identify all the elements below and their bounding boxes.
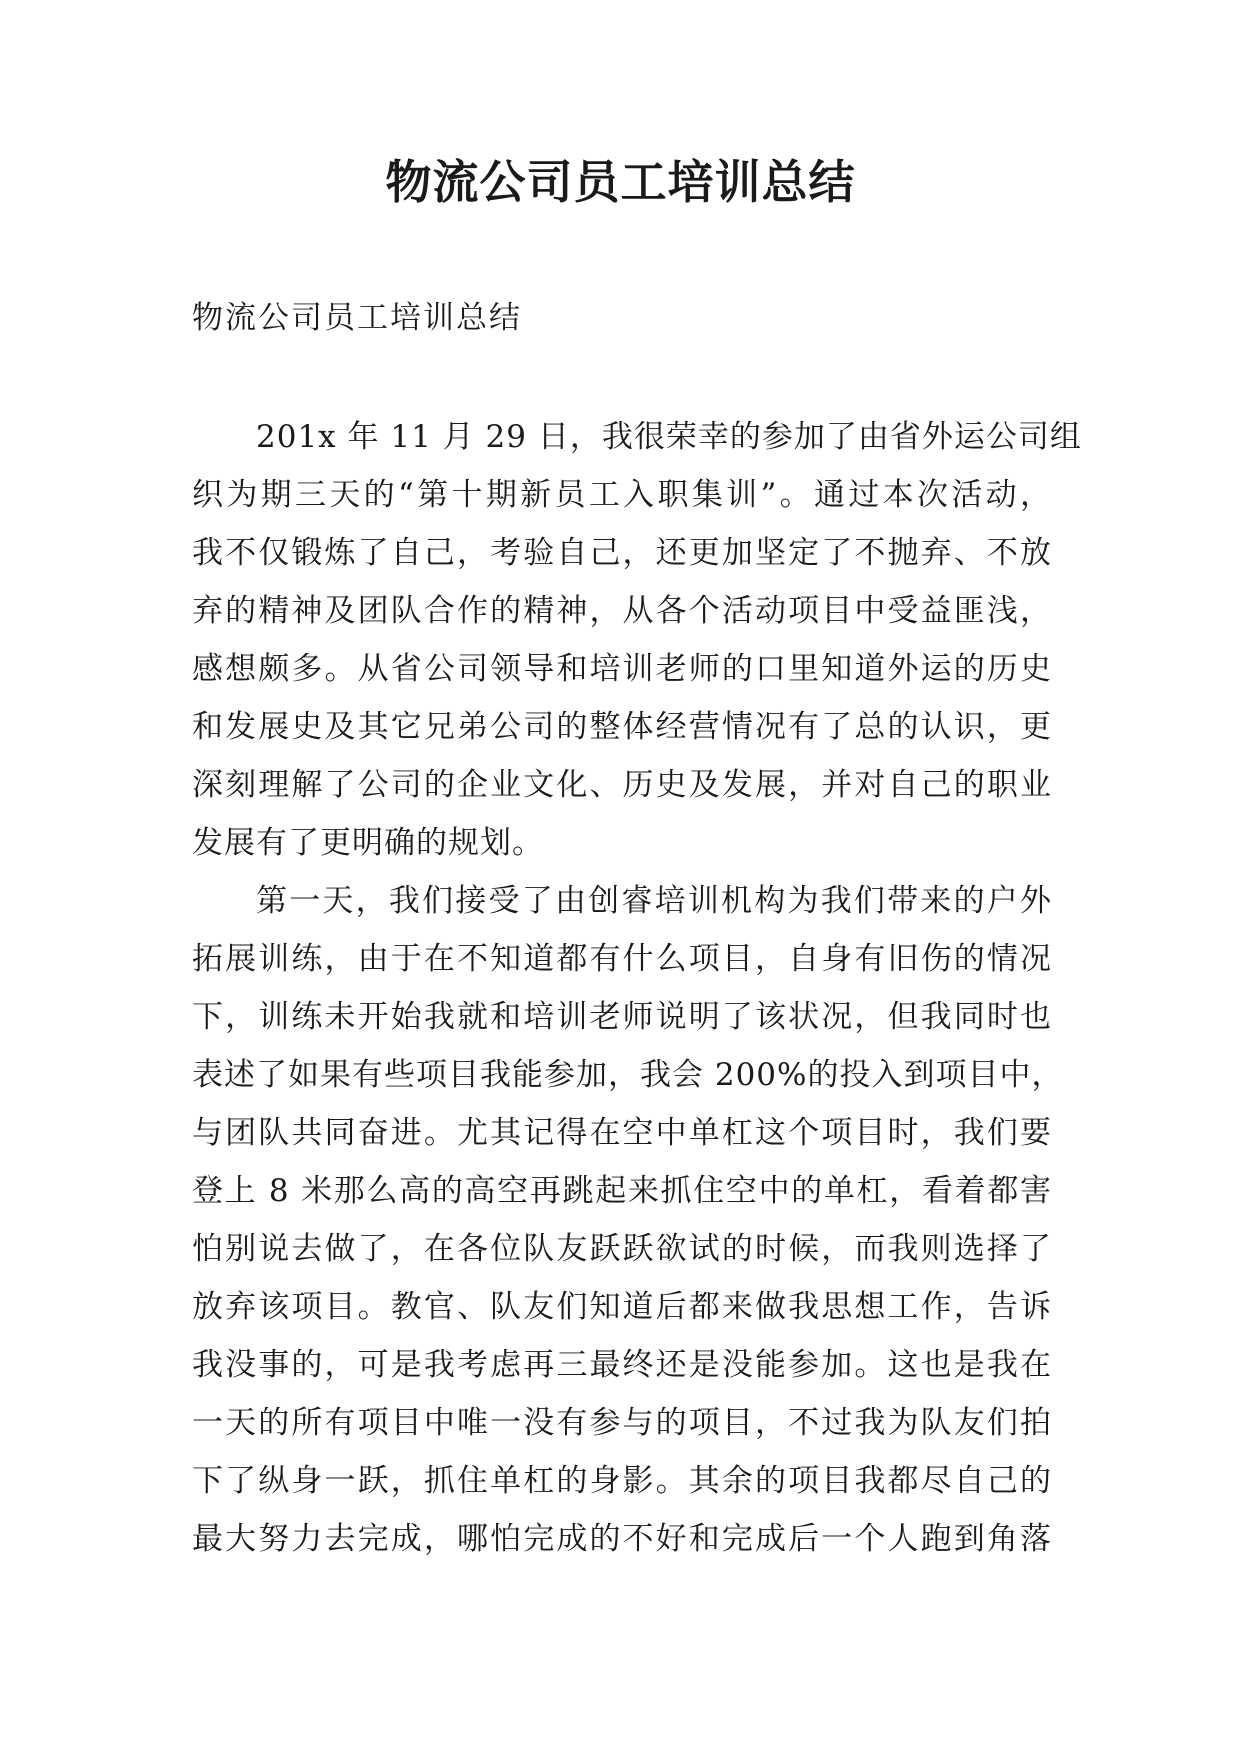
- body-text-line: 和发展史及其它兄弟公司的整体经营情况有了总的认识，更: [192, 709, 1052, 745]
- body-text-line: 放弃该项目。教官、队友们知道后都来做我思想工作，告诉: [192, 1289, 1052, 1325]
- body-text-line: 表述了如果有些项目我能参加，我会 200%的投入到项目中，: [192, 1057, 1064, 1093]
- body-text-line: 登上 8 米那么高的高空再跳起来抓住空中的单杠，看着都害: [192, 1173, 1052, 1209]
- body-text-line: 弃的精神及团队合作的精神，从各个活动项目中受益匪浅，: [192, 593, 1052, 629]
- document-body: [192, 408, 1082, 1568]
- document-title: 物流公司员工培训总结: [385, 155, 856, 209]
- body-text-line: 最大努力去完成，哪怕完成的不好和完成后一个人跑到角落: [192, 1521, 1052, 1557]
- body-text-line: 我没事的，可是我考虑再三最终还是没能参加。这也是我在: [192, 1347, 1052, 1383]
- body-text-line: 感想颇多。从省公司领导和培训老师的口里知道外运的历史: [192, 651, 1052, 687]
- body-text-line: 与团队共同奋进。尤其记得在空中单杠这个项目时，我们要: [192, 1115, 1052, 1151]
- body-text-line: 201x 年 11 月 29 日，我很荣幸的参加了由省外运公司组: [256, 419, 1082, 455]
- document-subtitle: 物流公司员工培训总结: [192, 300, 522, 336]
- body-text-line: 发展有了更明确的规划。: [192, 825, 544, 861]
- body-text-line: 怕别说去做了，在各位队友跃跃欲试的时候，而我则选择了: [192, 1231, 1052, 1267]
- body-text-line: 我不仅锻炼了自己，考验自己，还更加坚定了不抛弃、不放: [192, 535, 1052, 571]
- body-text-line: 织为期三天的“第十期新员工入职集训”。通过本次活动，: [192, 477, 1052, 513]
- body-text-line: 深刻理解了公司的企业文化、历史及发展，并对自己的职业: [192, 767, 1052, 803]
- body-text-line: 第一天，我们接受了由创睿培训机构为我们带来的户外: [256, 883, 1052, 919]
- body-text-line: 下，训练未开始我就和培训老师说明了该状况，但我同时也: [192, 999, 1052, 1035]
- body-text-line: 下了纵身一跃，抓住单杠的身影。其余的项目我都尽自己的: [192, 1463, 1052, 1499]
- body-text-line: 一天的所有项目中唯一没有参与的项目，不过我为队友们拍: [192, 1405, 1052, 1441]
- body-text-line: 拓展训练，由于在不知道都有什么项目，自身有旧伤的情况: [192, 941, 1052, 977]
